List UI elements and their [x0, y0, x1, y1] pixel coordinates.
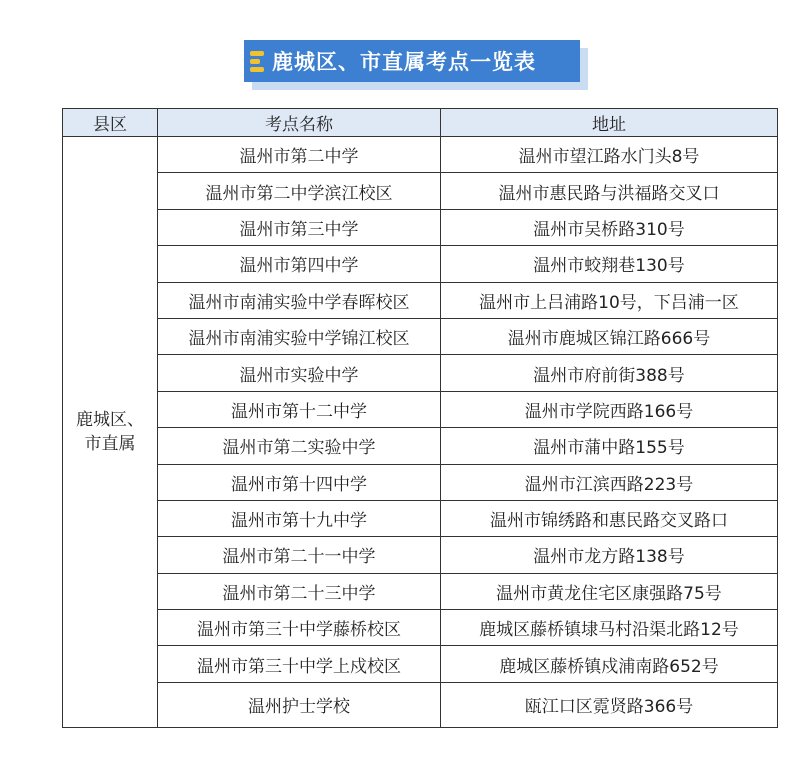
address-cell: 温州市锦绣路和惠民路交叉路口: [441, 500, 778, 536]
address-cell: 瓯江口区霓贤路366号: [441, 682, 778, 727]
site-name-cell: 温州市第二中学滨江校区: [158, 173, 441, 209]
site-name-cell: 温州市第二十三中学: [158, 573, 441, 609]
address-cell: 温州市惠民路与洪福路交叉口: [441, 173, 778, 209]
site-name-cell: 温州市第二十一中学: [158, 537, 441, 573]
address-cell: 温州市江滨西路223号: [441, 464, 778, 500]
page-title-banner: [244, 40, 588, 90]
address-cell: 温州市黄龙住宅区康强路75号: [441, 573, 778, 609]
address-cell: 温州市望江路水门头8号: [441, 137, 778, 173]
address-cell: 温州市鹿城区锦江路666号: [441, 318, 778, 354]
header-district: 县区: [63, 109, 158, 137]
header-address: 地址: [441, 109, 778, 137]
address-cell: 温州市吴桥路310号: [441, 209, 778, 245]
site-name-cell: 温州市第三十中学藤桥校区: [158, 610, 441, 646]
table-row: [63, 610, 778, 646]
table-row: [63, 137, 778, 173]
table-row: [63, 391, 778, 427]
district-line: 鹿城区、: [76, 409, 144, 430]
site-name-cell: 温州市第十四中学: [158, 464, 441, 500]
exam-site-table: [62, 108, 778, 728]
table-row: [63, 428, 778, 464]
page-title: 鹿城区、市直属考点一览表: [272, 50, 536, 74]
site-name-cell: 温州市第十九中学: [158, 500, 441, 536]
address-cell: 温州市蒲中路155号: [441, 428, 778, 464]
table-row: [63, 500, 778, 536]
site-name-cell: 温州市第二实验中学: [158, 428, 441, 464]
table-row: [63, 209, 778, 245]
table-row: [63, 282, 778, 318]
address-cell: 温州市府前街388号: [441, 355, 778, 391]
district-cell: [63, 137, 158, 728]
table-row: [63, 173, 778, 209]
list-icon: [246, 40, 270, 82]
address-cell: 温州市蛟翔巷130号: [441, 246, 778, 282]
table-row: [63, 682, 778, 727]
address-cell: 温州市龙方路138号: [441, 537, 778, 573]
header-site-name: 考点名称: [158, 109, 441, 137]
site-name-cell: 温州市第三中学: [158, 209, 441, 245]
site-name-cell: 温州护士学校: [158, 682, 441, 727]
table-row: [63, 318, 778, 354]
site-name-cell: 温州市第二中学: [158, 137, 441, 173]
table-row: [63, 646, 778, 682]
table-row: [63, 464, 778, 500]
address-cell: 鹿城区藤桥镇埭马村沿渠北路12号: [441, 610, 778, 646]
site-name-cell: 温州市第十二中学: [158, 391, 441, 427]
table-row: [63, 537, 778, 573]
site-name-cell: 温州市南浦实验中学锦江校区: [158, 318, 441, 354]
district-line: 市直属: [84, 433, 136, 454]
table-row: [63, 355, 778, 391]
table-row: [63, 573, 778, 609]
site-name-cell: 温州市南浦实验中学春晖校区: [158, 282, 441, 318]
table-header-row: [63, 109, 778, 137]
title-box: [244, 40, 580, 82]
site-name-cell: 温州市实验中学: [158, 355, 441, 391]
table-row: [63, 246, 778, 282]
site-name-cell: 温州市第四中学: [158, 246, 441, 282]
address-cell: 温州市学院西路166号: [441, 391, 778, 427]
address-cell: 温州市上吕浦路10号，下吕浦一区: [441, 282, 778, 318]
address-cell: 鹿城区藤桥镇戍浦南路652号: [441, 646, 778, 682]
site-name-cell: 温州市第三十中学上戍校区: [158, 646, 441, 682]
